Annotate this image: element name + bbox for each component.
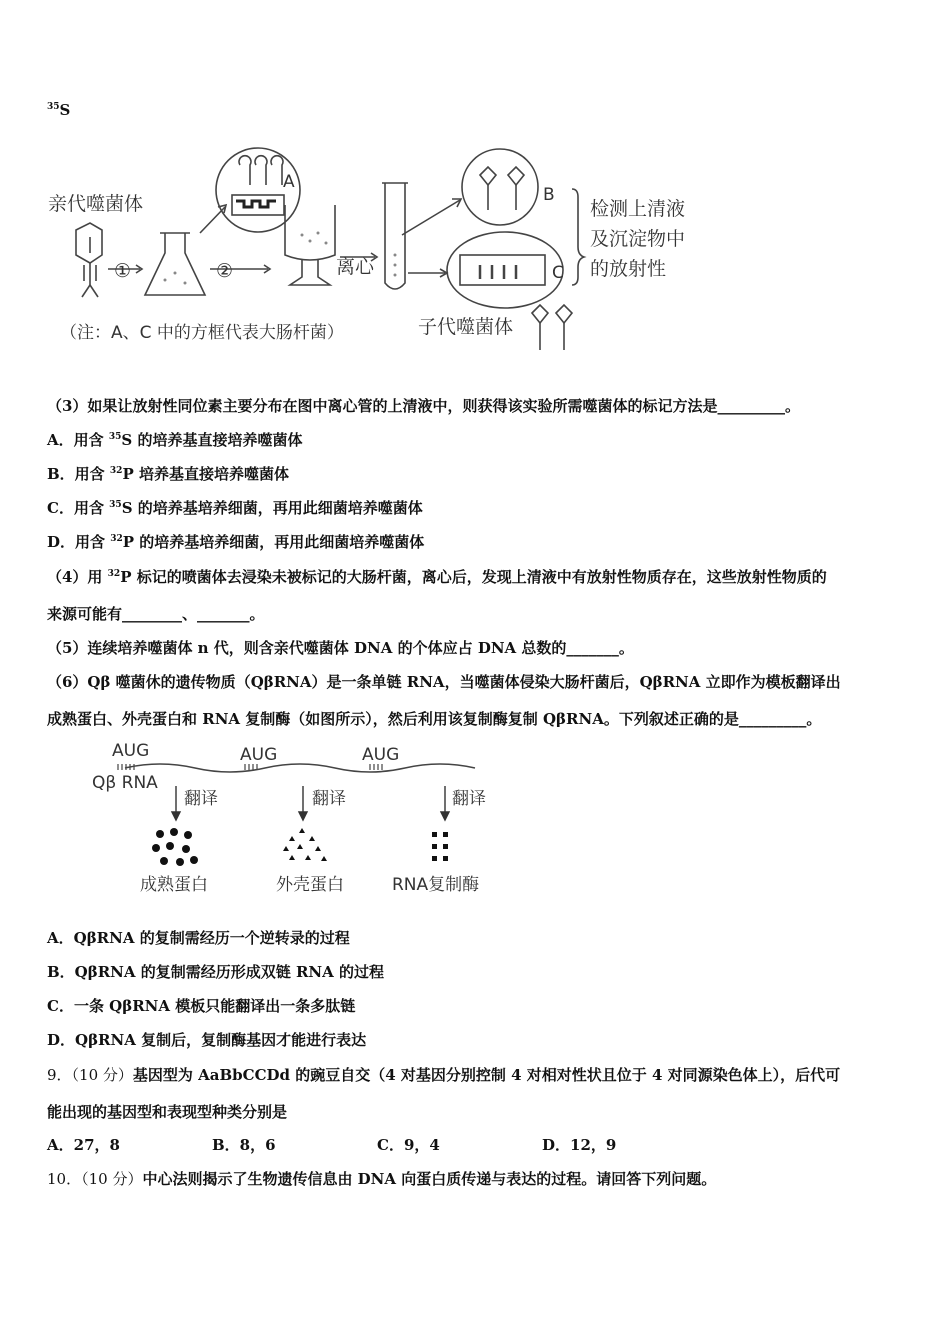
child-phage-label: 子代噬菌体: [418, 316, 514, 338]
q3-option-c: C．用含 $^{35}$S 的培养基培养细菌，再用此细菌培养噬菌体: [47, 499, 423, 517]
q6-option-a: A．QβRNA 的复制需经历一个逆转录的过程: [47, 929, 350, 947]
codon-1: AUG: [112, 741, 150, 761]
q3-stem: （3）如果让放射性同位素主要分布在图中离心管的上清液中，则获得该实验所需噬菌体的标记方法是_________。: [47, 397, 800, 415]
parent-phage-icon: [76, 223, 102, 297]
translate-label-1: 翻译: [184, 789, 218, 809]
diagram-note: （注：A、C 中的方框代表大肠杆菌）: [60, 323, 344, 343]
q4-line-2: 来源可能有________、_______。: [47, 605, 265, 623]
product-replicase: RNA复制酶: [392, 875, 480, 895]
qbeta-rna-diagram: [90, 738, 520, 903]
centrifuge-tube-icon: [382, 183, 408, 289]
q9-option-b: B．8，6: [212, 1136, 276, 1154]
qbeta-rna-label: Qβ RNA: [92, 773, 158, 793]
q9-number: 9．（10 分）: [47, 1066, 133, 1084]
coat-protein-icon: [283, 828, 327, 861]
q5-stem: （5）连续培养噬菌体 n 代，则含亲代噬菌体 DNA 的个体应占 DNA 总数的_______。: [47, 639, 634, 657]
label-c: C: [552, 263, 564, 283]
q9-line-1: 9．（10 分）基因型为 AaBbCCDd 的豌豆自交（4 对基因分别控制 4 对相对性状且位于 4 对同源染色体上），后代可: [47, 1066, 841, 1084]
step-1-label: ①: [114, 260, 132, 282]
q9-option-d: D．12，9: [542, 1136, 617, 1154]
label-a: A: [283, 172, 295, 192]
top-label: $^{35}$S: [47, 101, 71, 119]
q10-number: 10．（10 分）: [47, 1170, 143, 1188]
q6-option-c: C．一条 QβRNA 模板只能翻译出一条多肽链: [47, 997, 356, 1015]
q3-option-a: A．用含 $^{35}$S 的培养基直接培养噬菌体: [47, 431, 303, 449]
q9-option-a: A．27，8: [47, 1136, 120, 1154]
circle-c-icon: [447, 232, 563, 308]
detect-line-1: 检测上清液: [590, 198, 686, 220]
q10-line: 10．（10 分）中心法则揭示了生物遗传信息由 DNA 向蛋白质传递与表达的过程。请回答下列问题。: [47, 1170, 717, 1188]
product-coat-protein: 外壳蛋白: [276, 875, 344, 895]
q6-option-d: D．QβRNA 复制后，复制酶基因才能进行表达: [47, 1031, 367, 1049]
codon-3: AUG: [362, 745, 400, 765]
q3-option-d: D．用含 $^{32}$P 的培养基培养细菌，再用此细菌培养噬菌体: [47, 533, 425, 551]
product-mature-protein: 成熟蛋白: [140, 875, 208, 895]
mature-protein-icon: [152, 828, 198, 866]
beaker-icon: [285, 205, 335, 285]
flask-icon: [145, 233, 205, 295]
q9-line-2: 能出现的基因型和表现型种类分别是: [47, 1103, 288, 1121]
q3-option-b: B．用含 $^{32}$P 培养基直接培养噬菌体: [47, 465, 289, 483]
detect-line-3: 的放射性: [590, 258, 667, 280]
q6-line-2: 成熟蛋白、外壳蛋白和 RNA 复制酶（如图所示），然后利用该复制酶复制 QβRNA。下列叙述正确的是_________。: [47, 710, 822, 728]
translate-label-3: 翻译: [452, 789, 486, 809]
q6-line-1: （6）Qβ 噬菌休的遗传物质（QβRNA）是一条单链 RNA，当噬菌体侵染大肠杆菌后，QβRNA 立即作为模板翻译出: [47, 673, 841, 691]
label-b: B: [543, 185, 555, 205]
replicase-icon: [432, 832, 448, 861]
circle-b-icon: [462, 149, 538, 225]
detect-line-2: 及沉淀物中: [590, 228, 686, 250]
phage-experiment-diagram: [40, 145, 720, 365]
q6-option-b: B．QβRNA 的复制需经历形成双链 RNA 的过程: [47, 963, 385, 981]
q9-option-c: C．9，4: [377, 1136, 440, 1154]
translate-label-2: 翻译: [312, 789, 346, 809]
step-2-label: ②: [216, 260, 234, 282]
child-phage-icon: [532, 305, 572, 350]
parent-phage-label: 亲代噬菌体: [48, 193, 144, 215]
q4-line-1: （4）用 $^{32}$P 标记的喷菌体去浸染未被标记的大肠杆菌，离心后，发现上清液中有放射性物质存在，这些放射性物质的: [47, 568, 827, 586]
centrifuge-label: 离心: [336, 256, 375, 278]
codon-2: AUG: [240, 745, 278, 765]
